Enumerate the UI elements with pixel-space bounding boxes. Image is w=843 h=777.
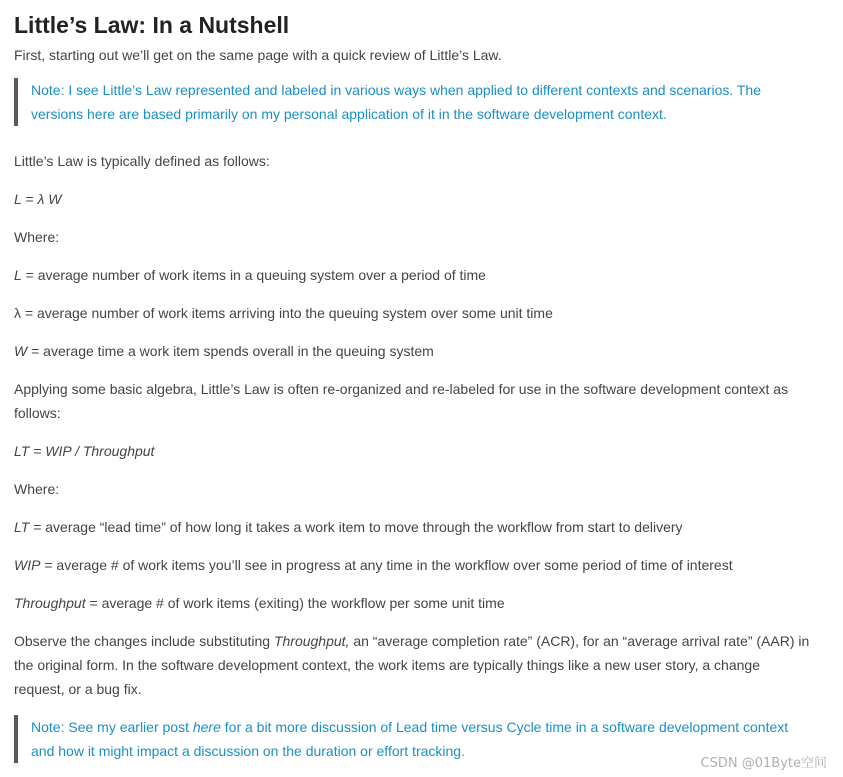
note-text: Note: I see Little’s Law represented and labeled in various ways when applied to different contexts and scenarios. The versions here are based primarily on my personal application of it in the software development context.: [31, 82, 762, 122]
definition-LT: [14, 515, 814, 539]
symbol-L: L: [14, 267, 22, 283]
where-label-2: Where:: [14, 481, 60, 497]
note2-text-2: for a bit more discussion of Lead time versus Cycle time in a software development context and how it might impact a discussion on the duration or effort tracking.: [31, 719, 789, 759]
definition-WIP-text: = average # of work items you’ll see in progress at any time in the workflow over some period of time of interest: [40, 557, 733, 573]
observe-text-2: an “average completion rate” (ACR), for an “average arrival rate” (AAR) in the original form. In the software development context, the work items are typically things like a new user story, a change request, or a bug fix.: [14, 633, 810, 697]
symbol-lambda: λ: [14, 305, 21, 321]
article: [14, 10, 814, 763]
observe-emphasis: Throughput,: [273, 633, 350, 649]
definition-W-text: = average time a work item spends overall in the queuing system: [27, 343, 434, 359]
symbol-LT: LT: [14, 519, 30, 535]
where-label: Where:: [14, 229, 60, 245]
definition-LT-text: = average “lead time” of how long it takes a work item to move through the workflow from start to delivery: [29, 519, 683, 535]
note2-text-1: Note: See my earlier post: [31, 719, 193, 735]
definition-WIP: [14, 553, 814, 577]
algebra-paragraph: Applying some basic algebra, Little’s Law is often re-organized and re-labeled for use in the software development context as follows:: [14, 381, 789, 421]
definition-lambda-text: = average number of work items arriving into the queuing system over some unit time: [21, 305, 553, 321]
article-heading: Little’s Law: In a Nutshell: [14, 12, 290, 38]
earlier-post-link[interactable]: here: [192, 719, 221, 735]
definition-L-text: = average number of work items in a queuing system over a period of time: [21, 267, 486, 283]
observe-text-1: Observe the changes include substituting: [14, 633, 274, 649]
formula-text: L = λ W: [14, 191, 62, 207]
definition-L: [14, 263, 814, 287]
note-blockquote-earlier-post: [14, 715, 814, 763]
defined-as-paragraph: Little’s Law is typically defined as follows:: [14, 153, 270, 169]
formula-lt-text: LT = WIP / Throughput: [14, 443, 155, 459]
note-blockquote-versions: [14, 78, 814, 126]
formula-lead-time: [14, 439, 814, 463]
observe-paragraph: [14, 629, 814, 701]
definition-throughput: [14, 591, 814, 615]
definition-throughput-text: = average # of work items (exiting) the workflow per some unit time: [85, 595, 505, 611]
definition-lambda: [14, 301, 814, 325]
csdn-watermark: CSDN @01Byte空间: [700, 756, 827, 771]
symbol-WIP: WIP: [14, 557, 41, 573]
symbol-throughput: Throughput: [14, 595, 86, 611]
formula-littles-law: [14, 187, 814, 211]
symbol-W: W: [14, 343, 28, 359]
definition-W: [14, 339, 814, 363]
intro-paragraph: First, starting out we’ll get on the same page with a quick review of Little’s Law.: [14, 47, 502, 63]
